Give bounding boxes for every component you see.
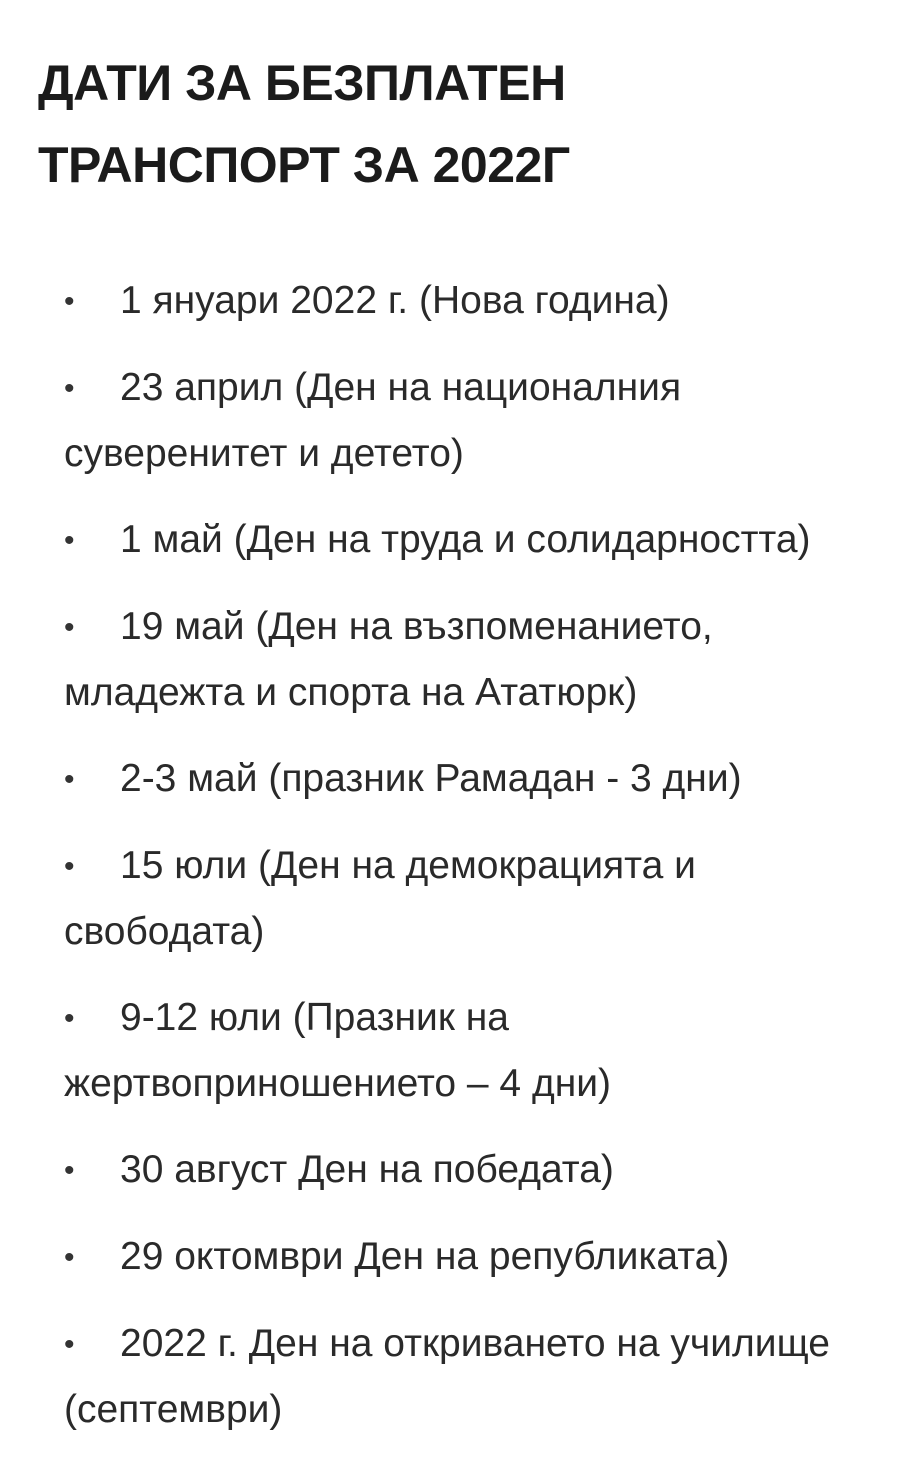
- list-item: [64, 1137, 914, 1203]
- bullet-icon: •: [64, 524, 75, 557]
- item-text-continued: свободата): [64, 910, 265, 953]
- bullet-icon: •: [64, 1002, 75, 1035]
- list-item: [64, 746, 914, 812]
- list-item: [64, 1311, 914, 1442]
- item-text-continued: младежта и спорта на Ататюрк): [64, 671, 638, 714]
- item-text: 1 януари 2022 г. (Нова година): [120, 279, 670, 322]
- list-item: [64, 355, 914, 486]
- list-item: [64, 594, 914, 725]
- page-title: [38, 42, 878, 206]
- bullet-icon: •: [64, 611, 75, 644]
- item-text: 1 май (Ден на труда и солидарността): [120, 518, 811, 561]
- list-item: [64, 985, 914, 1116]
- item-text: 23 април (Ден на националния: [120, 366, 682, 409]
- bullet-icon: •: [64, 1328, 75, 1361]
- item-text: 9-12 юли (Празник на: [120, 996, 509, 1039]
- item-text-continued: (септември): [64, 1388, 283, 1431]
- bullet-icon: •: [64, 1241, 75, 1274]
- list-item: [64, 1224, 914, 1290]
- dates-list: [64, 268, 914, 1463]
- list-item: [64, 833, 914, 964]
- bullet-icon: •: [64, 763, 75, 796]
- item-text-continued: жертвоприношението – 4 дни): [64, 1062, 612, 1105]
- item-text-continued: суверенитет и детето): [64, 432, 464, 475]
- list-item: [64, 507, 914, 573]
- item-text: 2022 г. Ден на откриването на училище: [120, 1322, 830, 1365]
- title-line-2: ТРАНСПОРТ ЗА 2022Г: [38, 137, 570, 193]
- bullet-icon: •: [64, 1154, 75, 1187]
- item-text: 2-3 май (празник Рамадан - 3 дни): [120, 757, 742, 800]
- item-text: 30 август Ден на победата): [120, 1148, 614, 1191]
- bullet-icon: •: [64, 285, 75, 318]
- title-line-1: ДАТИ ЗА БЕЗПЛАТЕН: [38, 55, 566, 111]
- bullet-icon: •: [64, 850, 75, 883]
- list-item: [64, 268, 914, 334]
- item-text: 15 юли (Ден на демокрацията и: [120, 844, 696, 887]
- item-text: 29 октомври Ден на републиката): [120, 1235, 730, 1278]
- item-text: 19 май (Ден на възпоменанието,: [120, 605, 713, 648]
- bullet-icon: •: [64, 372, 75, 405]
